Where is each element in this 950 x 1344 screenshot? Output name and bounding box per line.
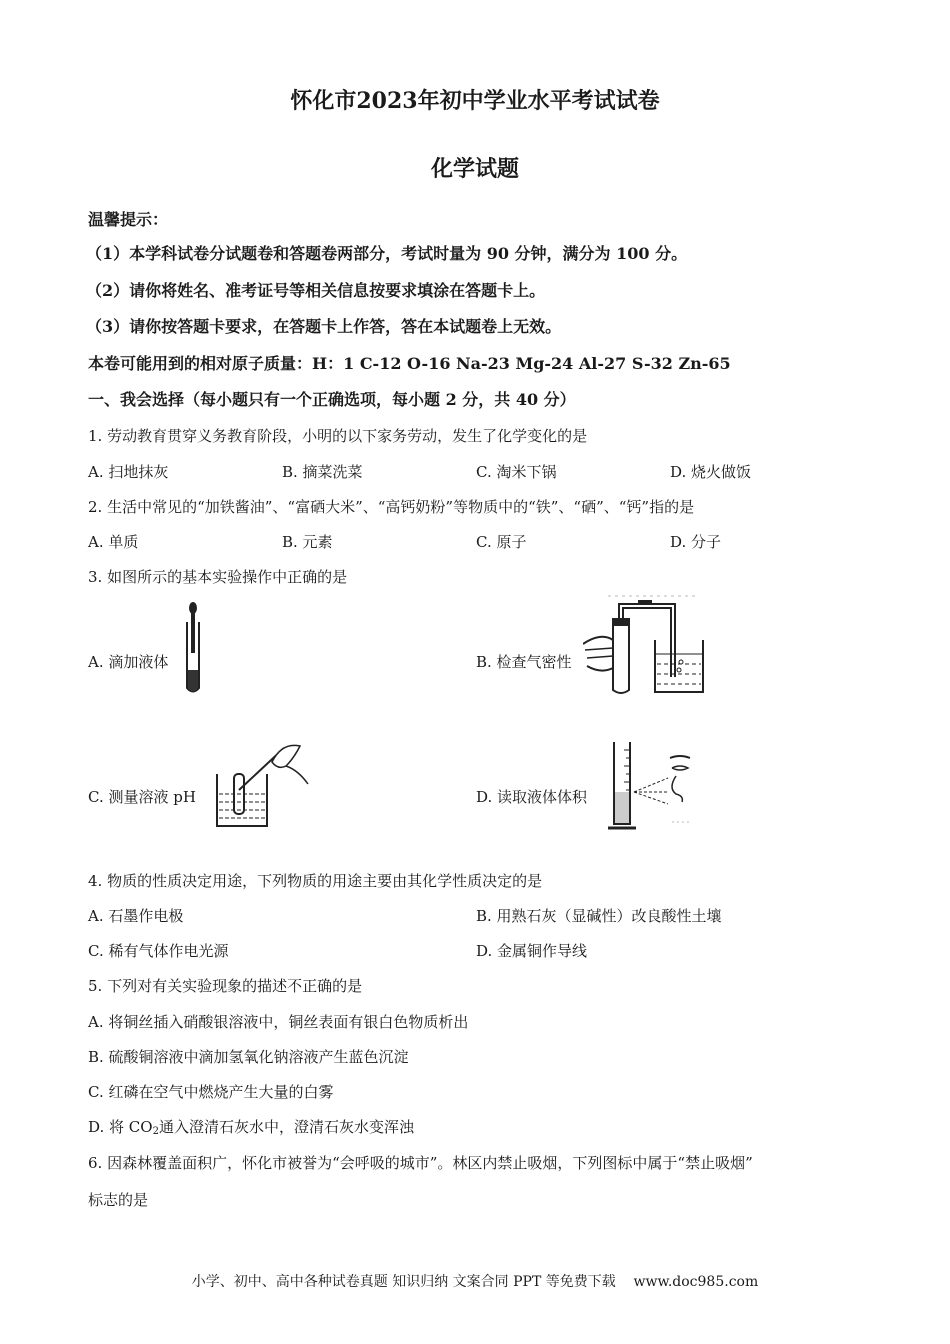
notice-heading: 温馨提示： — [88, 210, 169, 229]
ph-measure-figure — [212, 740, 312, 830]
option-c: C. 淘米下锅 — [476, 463, 557, 481]
option-a: A. 将铜丝插入硝酸银溶液中，铜丝表面有银白色物质析出 — [88, 1013, 469, 1031]
notice-item: （1）本学科试卷分试题卷和答题卷两部分，考试时量为 90 分钟，满分为 100 分。 — [86, 244, 688, 263]
question-stem: 5. 下列对有关实验现象的描述不正确的是 — [88, 977, 363, 995]
option-d: D. 分子 — [670, 533, 722, 551]
option-d-suffix: 通入澄清石灰水中，澄清石灰水变浑浊 — [158, 1118, 414, 1136]
option-b: B. 硫酸铜溶液中滴加氢氧化钠溶液产生蓝色沉淀 — [88, 1048, 409, 1066]
footer — [0, 1271, 950, 1291]
question-stem: 4. 物质的性质决定用途，下列物质的用途主要由其化学性质决定的是 — [88, 872, 543, 890]
graduated-cylinder-figure — [606, 736, 706, 832]
option-d: D. 读取液体体积 — [476, 788, 588, 806]
option-b: B. 元素 — [282, 533, 333, 551]
option-d — [88, 1116, 414, 1137]
atomic-masses: 本卷可能用到的相对原子质量：H：1 C-12 O-16 Na-23 Mg-24 Al-27 S-32 Zn-65 — [88, 354, 731, 373]
option-d: D. 烧火做饭 — [670, 463, 752, 481]
dropper-test-tube-figure — [178, 600, 208, 696]
question-stem: 6. 因森林覆盖面积广，怀化市被誉为“会呼吸的城市”。林区内禁止吸烟，下列图标中属于“禁止吸烟” — [88, 1154, 753, 1172]
page-subtitle: 化学试题 — [430, 156, 519, 182]
section-heading: 一、我会选择（每小题只有一个正确选项，每小题 2 分，共 40 分） — [88, 390, 576, 409]
option-a: A. 扫地抹灰 — [88, 463, 169, 481]
option-a: A. 石墨作电极 — [88, 907, 184, 925]
airtightness-check-figure — [583, 592, 713, 696]
footer-link[interactable]: www.doc985.com — [633, 1274, 759, 1290]
option-b: B. 用熟石灰（显碱性）改良酸性土壤 — [476, 907, 722, 925]
footer-text: 小学、初中、高中各种试卷真题 知识归纳 文案合同 PPT 等免费下载 — [191, 1274, 616, 1290]
option-b: B. 摘菜洗菜 — [282, 463, 363, 481]
option-a: A. 滴加液体 — [88, 653, 169, 671]
option-d-prefix: D. 将 CO — [88, 1118, 153, 1136]
option-c: C. 测量溶液 pH — [88, 788, 196, 806]
subscript-2: 2 — [152, 1126, 159, 1137]
option-c: C. 红磷在空气中燃烧产生大量的白雾 — [88, 1083, 334, 1101]
option-c: C. 原子 — [476, 533, 527, 551]
page-title: 怀化市2023年初中学业水平考试试卷 — [290, 88, 660, 114]
question-stem: 1. 劳动教育贯穿义务教育阶段，小明的以下家务劳动，发生了化学变化的是 — [88, 427, 588, 445]
question-stem-continued: 标志的是 — [88, 1191, 149, 1209]
question-stem: 3. 如图所示的基本实验操作中正确的是 — [88, 568, 348, 586]
option-c: C. 稀有气体作电光源 — [88, 942, 229, 960]
option-b: B. 检查气密性 — [476, 653, 572, 671]
option-a: A. 单质 — [88, 533, 139, 551]
question-stem: 2. 生活中常见的“加铁酱油”、“富硒大米”、“高钙奶粉”等物质中的“铁”、“硒”、“钙”指的是 — [88, 498, 695, 516]
notice-item: （3）请你按答题卡要求，在答题卡上作答，答在本试题卷上无效。 — [86, 317, 562, 336]
option-d: D. 金属铜作导线 — [476, 942, 588, 960]
notice-item: （2）请你将姓名、准考证号等相关信息按要求填涂在答题卡上。 — [86, 281, 546, 300]
